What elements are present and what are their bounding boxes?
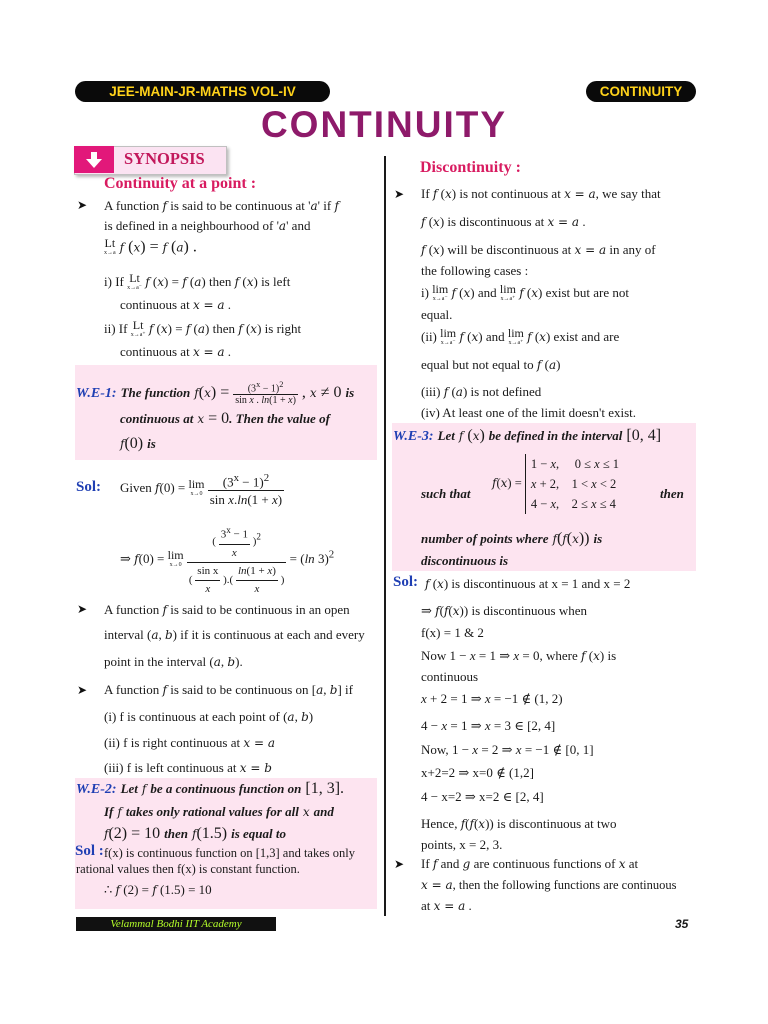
we3-question-line4: discontinuous is	[421, 553, 509, 568]
we3-question-line3: number of points where f(f(x)) is	[421, 530, 603, 547]
we1-question-line2: continuous at x = 0. Then the value of	[120, 410, 330, 427]
sol3-line3: f(x) = 1 & 2	[421, 625, 484, 640]
bullet-arrow-icon: ➤	[77, 602, 88, 616]
case-ii: (ii) lim x→a⁻ f (x) and lim x→a⁺ f (x) exist and are	[421, 326, 620, 347]
sol3-line2: ⇒ f(f(x)) is discontinuous when	[421, 603, 588, 618]
closed-condition-ii: (ii) f is right continuous at x = a	[104, 735, 275, 750]
discontinuity-cases-line2: the following cases :	[421, 263, 529, 278]
continuous-functions-line3: at x = a .	[421, 898, 472, 913]
we3-question: W.E-3: Let f (x) be defined in the interval [0, 4]	[393, 427, 662, 444]
column-divider	[384, 156, 386, 916]
right-continuity-cont: continuous at x = a .	[120, 344, 232, 359]
sol3-line9: x+2=2 ⇒ x=0 ∉ (1,2]	[421, 765, 534, 780]
left-continuity-condition: i) If Lt x→a⁻ f (x) = f (a) then f (x) is left	[104, 271, 291, 292]
case-ii-line2: equal but not equal to f (a)	[421, 357, 561, 372]
discontinuity-definition-line2: f (x) is discontinuous at x = a .	[421, 214, 586, 229]
sol3-line8: Now, 1 − x = 2 ⇒ x = −1 ∉ [0, 1]	[421, 742, 594, 757]
case-i: i) lim x→a⁻ f (x) and lim x→a⁺ f (x) exist but are not	[421, 282, 630, 303]
limit-equation: Lt x→a f (x) = f (a) .	[104, 236, 197, 256]
sol2-label: Sol :	[75, 843, 104, 859]
sol1-label: Sol:	[76, 479, 102, 495]
discontinuity-cases-intro: f (x) will be discontinuous at x = a in any of	[421, 242, 656, 257]
we3-such-that: such that	[421, 486, 471, 501]
open-interval-line3: point in the interval (a, b).	[104, 654, 243, 669]
sol3-line10: 4 − x=2 ⇒ x=2 ∈ [2, 4]	[421, 789, 544, 804]
continuous-functions-statement: If f and g are continuous functions of x at	[421, 856, 639, 871]
we3-piecewise: f(x) = 1 − x, 0 ≤ x ≤ 1 x + 2, 1 < x < 2 4 − x, 2 ≤ x ≤ 4	[492, 454, 619, 514]
sol2-text1: f(x) is continuous function on [1,3] and takes only	[104, 846, 355, 860]
we1-question: W.E-1: The function f(x) = $\frac{(3^x - 1)^2}{\text{sin x . ln(1 + x)}}$ , x ≠ 0 is	[76, 380, 355, 407]
sol1-result: ⇒ f(0) = lim x→0 ( $\frac{3^x - 1}{x}$ )$^2$ ( $\frac{\text{sin x}}{x}$ ).( $\frac{\ln(1 + x)}{x}$ ) = (ln 3)$^2$	[120, 522, 334, 598]
case-i-line2: equal.	[421, 307, 453, 322]
continuity-definition-line2: is defined in a neighbourhood of 'a' and	[104, 218, 311, 233]
case-iii: (iii) f (a) is not defined	[421, 384, 542, 399]
closed-condition-iii: (iii) f is left continuous at x = b	[104, 760, 272, 775]
header-banner-chapter: CONTINUITY	[586, 81, 696, 102]
left-continuity-cont: continuous at x = a .	[120, 297, 232, 312]
sol2-text2: rational values then f(x) is constant function.	[76, 862, 300, 876]
we2-question-line2: If f takes only rational values for all x and	[104, 804, 334, 819]
we1-question-line3: f(0) is	[120, 435, 156, 452]
sol3-line4: Now 1 − x = 1 ⇒ x = 0, where f (x) is	[421, 648, 617, 663]
we2-question-line3: f(2) = 10 then f(1.5) is equal to	[104, 825, 286, 842]
sol3-hence-line2: points, x = 2, 3.	[421, 837, 503, 852]
bullet-arrow-icon: ➤	[394, 857, 405, 871]
discontinuity-definition: If f (x) is not continuous at x = a, we say that	[421, 186, 661, 201]
sol3-line6: x + 2 = 1 ⇒ x = −1 ∉ (1, 2)	[421, 691, 563, 706]
header-banner-volume: JEE-MAIN-JR-MATHS VOL-IV	[75, 81, 330, 102]
sol3-line7: 4 − x = 1 ⇒ x = 3 ∈ [2, 4]	[421, 718, 556, 733]
sol3-line5: continuous	[421, 669, 479, 684]
case-iv: (iv) At least one of the limit doesn't exist.	[421, 405, 637, 420]
we2-question: W.E-2: Let f be a continuous function on [1, 3].	[76, 780, 345, 797]
bullet-arrow-icon: ➤	[394, 187, 405, 201]
page-number: 35	[675, 917, 689, 931]
heading-discontinuity: Discontinuity :	[420, 159, 521, 176]
synopsis-label: SYNOPSIS	[124, 149, 205, 168]
continuous-functions-line2: x = a, then the following functions are continuous	[421, 878, 677, 892]
bullet-arrow-icon: ➤	[77, 198, 88, 212]
open-interval-definition: A function f is said to be continuous in an open	[104, 602, 350, 617]
down-arrow-icon	[74, 146, 114, 173]
closed-condition-i: (i) f is continuous at each point of (a, b)	[104, 709, 314, 724]
closed-interval-definition: A function f is said to be continuous on [a, b] if	[104, 682, 353, 697]
sol3-hence: Hence, f(f(x)) is discontinuous at two	[421, 816, 617, 831]
footer-academy-name: Velammal Bodhi IIT Academy	[76, 917, 276, 931]
page-title: CONTINUITY	[260, 104, 508, 145]
we3-then: then	[660, 486, 684, 501]
sol1-given: Given f(0) = lim x→0 $\frac{(3^x - 1)^2}{\text{sin x.ln(1 + x)}}$	[120, 472, 283, 508]
continuity-definition: A function f is said to be continuous at 'a' if f	[104, 198, 339, 213]
bullet-arrow-icon: ➤	[77, 683, 88, 697]
sol3-line1: f (x) is discontinuous at x = 1 and x = 2	[425, 576, 631, 591]
sol3-label: Sol:	[393, 574, 419, 590]
sol2-result: ∴ f (2) = f (1.5) = 10	[104, 882, 212, 897]
right-continuity-condition: ii) If Lt x→a⁺ f (x) = f (a) then f (x) is right	[104, 318, 302, 339]
open-interval-line2: interval (a, b) if it is continuous at each and every	[104, 627, 365, 642]
heading-continuity-at-point: Continuity at a point :	[104, 175, 257, 192]
